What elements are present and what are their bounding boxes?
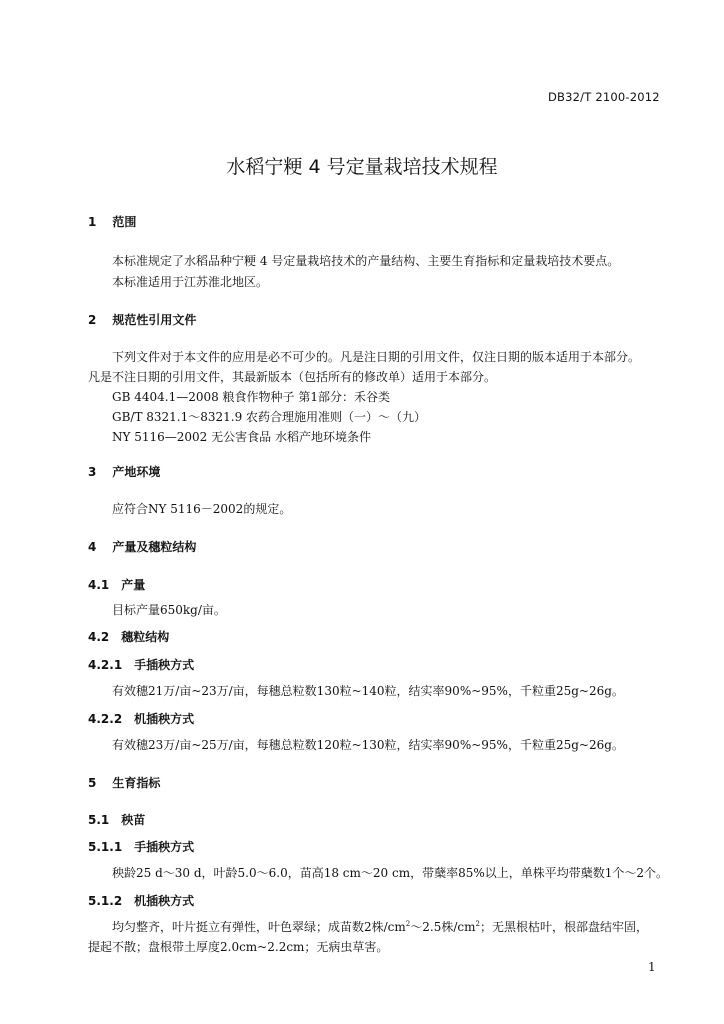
paragraph: 本标准规定了水稻品种宁粳 4 号定量栽培技术的产量结构、主要生育指标和定量栽培技术要点。 xyxy=(112,254,620,268)
section-number: 2 xyxy=(88,313,97,327)
subsection-5-1-heading xyxy=(88,811,145,828)
section-title: 手插秧方式 xyxy=(134,840,195,854)
section-title: 规范性引用文件 xyxy=(112,313,197,327)
section-title: 产量 xyxy=(121,578,146,592)
section-number: 5.1.1 xyxy=(88,840,123,854)
superscript: 2 xyxy=(475,920,480,928)
section-1-heading xyxy=(88,213,136,230)
section-2-heading xyxy=(88,311,196,328)
paragraph: 提起不散；盘根带土厚度2.0cm~2.2cm；无病虫草害。 xyxy=(88,940,389,954)
text-run: ～2.5株/cm xyxy=(410,920,476,934)
subsection-4-2-1-heading xyxy=(88,656,194,673)
section-number: 4 xyxy=(88,540,97,554)
section-number: 3 xyxy=(88,465,97,479)
reference-item: NY 5116—2002 无公害食品 水稻产地环境条件 xyxy=(112,430,371,444)
section-title: 产地环境 xyxy=(112,465,161,479)
subsection-4-1-heading xyxy=(88,576,145,593)
page-number: 1 xyxy=(648,960,656,974)
section-title: 秧苗 xyxy=(121,813,146,827)
paragraph: 应符合NY 5116－2002的规定。 xyxy=(112,502,292,516)
document-title: 水稻宁粳 4 号定量栽培技术规程 xyxy=(226,156,498,178)
section-5-heading xyxy=(88,774,160,791)
section-title: 范围 xyxy=(112,215,137,229)
paragraph: 目标产量650kg/亩。 xyxy=(112,603,226,617)
section-title: 机插秧方式 xyxy=(134,712,195,726)
text-run: ；无黑根枯叶，根部盘结牢固， xyxy=(479,920,648,934)
paragraph: 有效穗21万/亩~23万/亩，每穗总粒数130粒~140粒，结实率90%~95%，千粒重25g~26g。 xyxy=(112,684,624,698)
section-title: 机插秧方式 xyxy=(134,894,195,908)
reference-item: GB/T 8321.1～8321.9 农药合理施用准则（一）～（九） xyxy=(112,410,427,424)
section-title: 生育指标 xyxy=(112,776,161,790)
text-run: 均匀整齐，叶片挺立有弹性，叶色翠绿；成苗数2株/cm xyxy=(112,920,406,934)
section-number: 5.1.2 xyxy=(88,894,123,908)
section-title: 手插秧方式 xyxy=(134,658,195,672)
subsection-4-2-heading xyxy=(88,628,169,645)
section-3-heading xyxy=(88,463,160,480)
section-number: 4.1 xyxy=(88,578,110,592)
paragraph: 秧龄25 d～30 d，叶龄5.0～6.0，苗高18 cm～20 cm，带蘖率85%以上，单株平均带蘖数1个～2个。 xyxy=(112,866,669,880)
section-number: 4.2.2 xyxy=(88,712,123,726)
section-number: 4.2.1 xyxy=(88,658,123,672)
paragraph: 本标准适用于江苏淮北地区。 xyxy=(112,275,269,289)
subsection-5-1-1-heading xyxy=(88,838,194,855)
subsection-4-2-2-heading xyxy=(88,710,194,727)
section-title: 产量及穗粒结构 xyxy=(112,540,197,554)
document-number: DB32/T 2100-2012 xyxy=(548,90,660,104)
section-number: 4.2 xyxy=(88,630,110,644)
section-number: 1 xyxy=(88,215,97,229)
paragraph: 有效穗23万/亩~25万/亩，每穗总粒数120粒~130粒，结实率90%~95%，千粒重25g~26g。 xyxy=(112,738,624,752)
section-number: 5 xyxy=(88,776,97,790)
paragraph xyxy=(112,918,648,935)
section-title: 穗粒结构 xyxy=(121,630,170,644)
section-number: 5.1 xyxy=(88,813,110,827)
superscript: 2 xyxy=(405,920,411,928)
subsection-5-1-2-heading xyxy=(88,892,194,909)
reference-item: GB 4404.1—2008 粮食作物种子 第1部分：禾谷类 xyxy=(112,390,391,404)
section-4-heading xyxy=(88,538,196,555)
paragraph: 下列文件对于本文件的应用是必不可少的。凡是注日期的引用文件，仅注日期的版本适用于本部分。 xyxy=(112,350,641,364)
paragraph: 凡是不注日期的引用文件，其最新版本（包括所有的修改单）适用于本部分。 xyxy=(88,370,497,384)
